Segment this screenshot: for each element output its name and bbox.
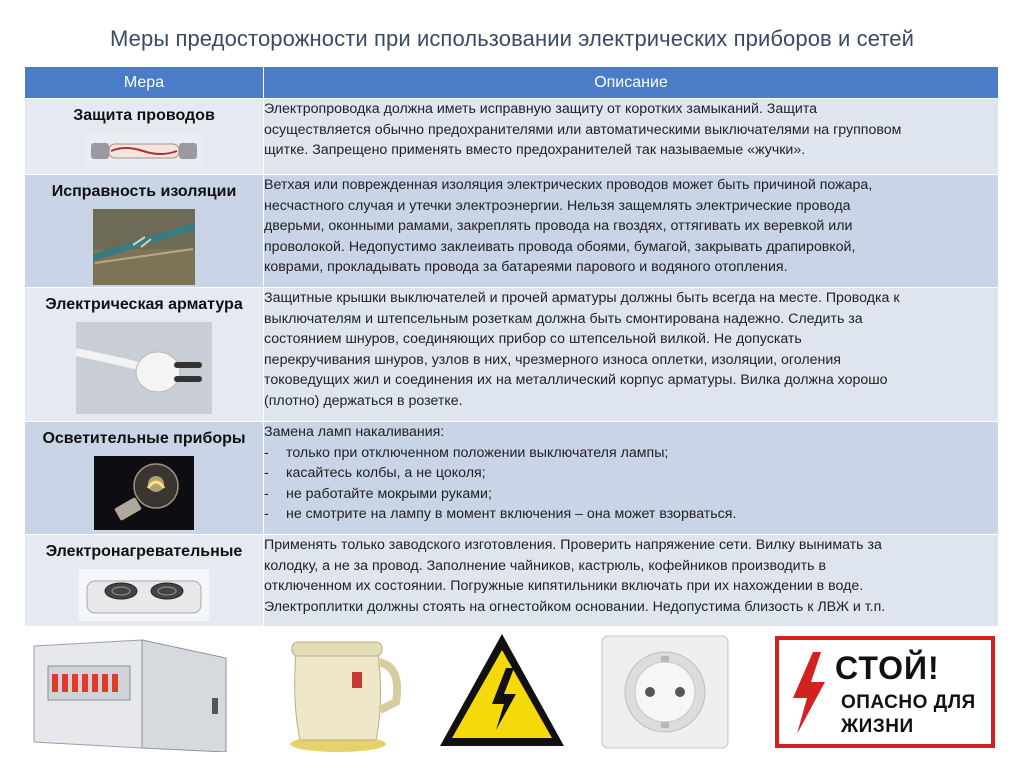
- table-row: [25, 99, 999, 175]
- description-line: Электропроводка должна иметь исправную защиту от коротких замыканий. Защита: [264, 101, 818, 117]
- table-row: [25, 288, 999, 422]
- measure-name: Осветительные приборы: [42, 430, 246, 447]
- description-cell: [264, 99, 999, 175]
- description-line: коврами, прокладывать провода за батареями парового и водяного отопления.: [264, 259, 788, 275]
- description-line: колодку, а не за провод. Заполнение чайников, кастрюль, кофейников производить в: [264, 557, 826, 574]
- table-row: [25, 535, 999, 627]
- measure-name: Исправность изоляции: [51, 183, 237, 200]
- description-line: выключателям и штепсельным розеткам должна быть смонтирована надежно. Следить за: [264, 310, 863, 327]
- power-socket-icon: [600, 634, 730, 750]
- list-item: - касайтесь колбы, а не цоколя;: [264, 465, 486, 481]
- measure-name: Электронагревательные: [45, 543, 243, 560]
- description-line: Применять только заводского изготовления. Проверить напряжение сети. Вилку вынимать за: [264, 537, 882, 553]
- column-header-description: Описание: [264, 67, 999, 99]
- measure-cell: [25, 535, 264, 627]
- measure-cell: [25, 422, 264, 535]
- danger-sign: [775, 636, 995, 748]
- table-row: [25, 175, 999, 288]
- description-line: токоведущих жил и соединения их на металлический корпус арматуры. Вилка должна хорошо: [264, 372, 888, 388]
- description-cell: [264, 535, 999, 627]
- measure-cell: [25, 175, 264, 288]
- description-line: щитке. Запрещено применять вместо предохранителей так называемые «жучки».: [264, 142, 806, 158]
- electric-kettle-icon: [282, 632, 412, 754]
- sign-text-life: ЖИЗНИ: [841, 716, 914, 737]
- electrical-panel-icon: [30, 636, 230, 752]
- description-cell: [264, 288, 999, 422]
- measure-cell: [25, 99, 264, 175]
- list-item: - не работайте мокрыми руками;: [264, 485, 492, 502]
- damaged-wire-icon: [93, 209, 195, 285]
- description-line: Ветхая или поврежденная изоляция электрических проводов может быть причиной пожара,: [264, 177, 873, 193]
- page-title: Меры предосторожности при использовании электрических приборов и сетей: [109, 26, 915, 51]
- sign-text-stop: СТОЙ!: [835, 650, 940, 686]
- table-row: [25, 422, 999, 535]
- description-line: состоянием шнуров, соединяющих прибор со штепсельной вилкой. Не допускать: [264, 331, 802, 347]
- high-voltage-warning-icon: [436, 630, 568, 752]
- sign-text-danger: ОПАСНО ДЛЯ: [841, 692, 976, 713]
- description-line: дверьми, оконными рамами, закреплять провода на гвоздях, оттягивать их веревкой или: [264, 218, 853, 234]
- light-bulb-icon: [94, 456, 194, 530]
- column-header-measure: Мера: [25, 67, 264, 99]
- description-line: проволокой. Недопустимо заклеивать провода обоями, бумагой, закрывать драпировкой,: [264, 238, 856, 255]
- bottom-illustrations: [0, 630, 1024, 767]
- description-line: Защитные крышки выключателей и прочей арматуры должны быть всегда на месте. Проводка к: [264, 290, 900, 306]
- table-header-row: [25, 67, 999, 99]
- precautions-table: [24, 66, 999, 627]
- measure-name: Защита проводов: [73, 107, 215, 124]
- description-cell: [264, 422, 999, 535]
- measure-name: Электрическая арматура: [45, 296, 243, 313]
- description-line: (плотно) держаться в розетке.: [264, 392, 463, 409]
- list-item: - только при отключенном положении выключателя лампы;: [264, 444, 669, 461]
- measure-cell: [25, 288, 264, 422]
- description-intro: Замена ламп накаливания:: [264, 424, 445, 440]
- description-line: несчастного случая и утечки электроэнергии. Нельзя защемлять электрические провода: [264, 197, 851, 214]
- lightning-bolt-icon: [789, 652, 829, 734]
- description-line: перекручивания шнуров, узлов в них, чрезмерного износа оплетки, изоляции, оголения: [264, 351, 841, 368]
- description-line: отключенном их состоянии. Погружные кипятильники включать при их нахождении в воде.: [264, 578, 864, 594]
- plug-icon: [76, 322, 212, 414]
- description-line: осуществляется обычно предохранителями или автоматическими выключателями на групповом: [264, 121, 902, 138]
- list-item: - не смотрите на лампу в момент включения – она может взорваться.: [264, 506, 737, 522]
- hot-plate-icon: [79, 569, 209, 621]
- description-line: Электроплитки должны стоять на огнестойком основании. Недопустима близость к ЛВЖ и т.п.: [264, 598, 886, 615]
- fuse-icon: [85, 133, 203, 169]
- description-cell: [264, 175, 999, 288]
